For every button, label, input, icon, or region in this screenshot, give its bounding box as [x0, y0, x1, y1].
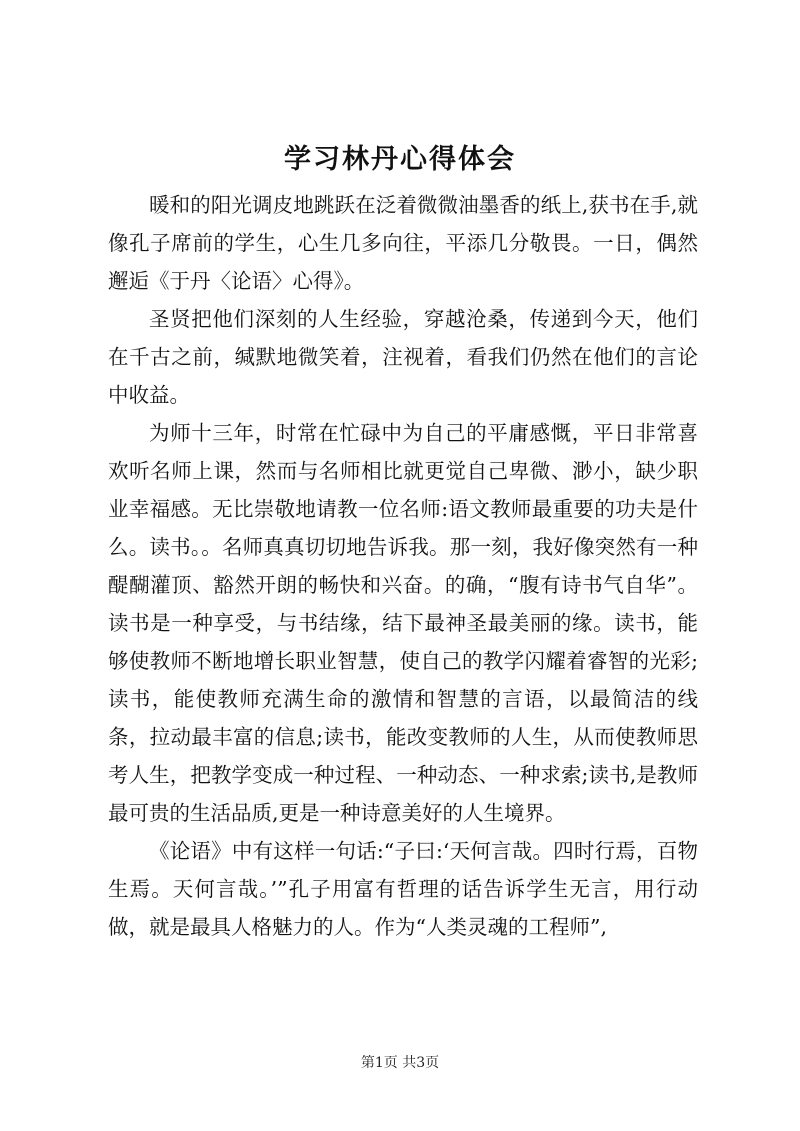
paragraph-4: 《论语》中有这样一句话:“子曰:‘天何言哉。四时行焉，百物生焉。天何言哉。’”孔子用富有哲理的话告诉学生无言，用行动做，就是最具人格魅力的人。作为“人类灵魂的工程师”, [108, 839, 698, 939]
document-body [108, 186, 698, 946]
paragraph-3: 为师十三年，时常在忙碌中为自己的平庸感慨，平日非常喜欢听名师上课，然而与名师相比就更觉自己卑微、渺小，缺少职业幸福感。无比崇敬地请教一位名师:语文教师最重要的功夫是什么。读书。。名师真真切切地告诉我。那一刻，我好像突然有一种醍醐灌顶、豁然开朗的畅快和兴奋。的确，“腹有诗书气自华”。读书是一种享受，与书结缘，结下最神圣最美丽的缘。读书，能够使教师不断地增长职业智慧，使自己的教学闪耀着睿智的光彩;读书，能使教师充满生命的激情和智慧的言语，以最简洁的线条，拉动最丰富的信息;读书，能改变教师的人生，从而使教师思考人生，把教学变成一种过程、一种动态、一种求索;读书,是教师最可贵的生活品质,更是一种诗意美好的人生境界。 [108, 421, 698, 825]
paragraph-2: 圣贤把他们深刻的人生经验，穿越沧桑，传递到今天，他们在千古之前，缄默地微笑着，注视着，看我们仍然在他们的言论中收益。 [108, 307, 698, 407]
page-footer: 第1页 共3页 [360, 1055, 440, 1071]
page-title: 学习林丹心得体会 [284, 144, 516, 175]
paragraph-1: 暖和的阳光调皮地跳跃在泛着微微油墨香的纸上,获书在手,就像孔子席前的学生，心生几多向往，平添几分敬畏。一日，偶然邂逅《于丹〈论语〉心得》。 [108, 193, 698, 293]
